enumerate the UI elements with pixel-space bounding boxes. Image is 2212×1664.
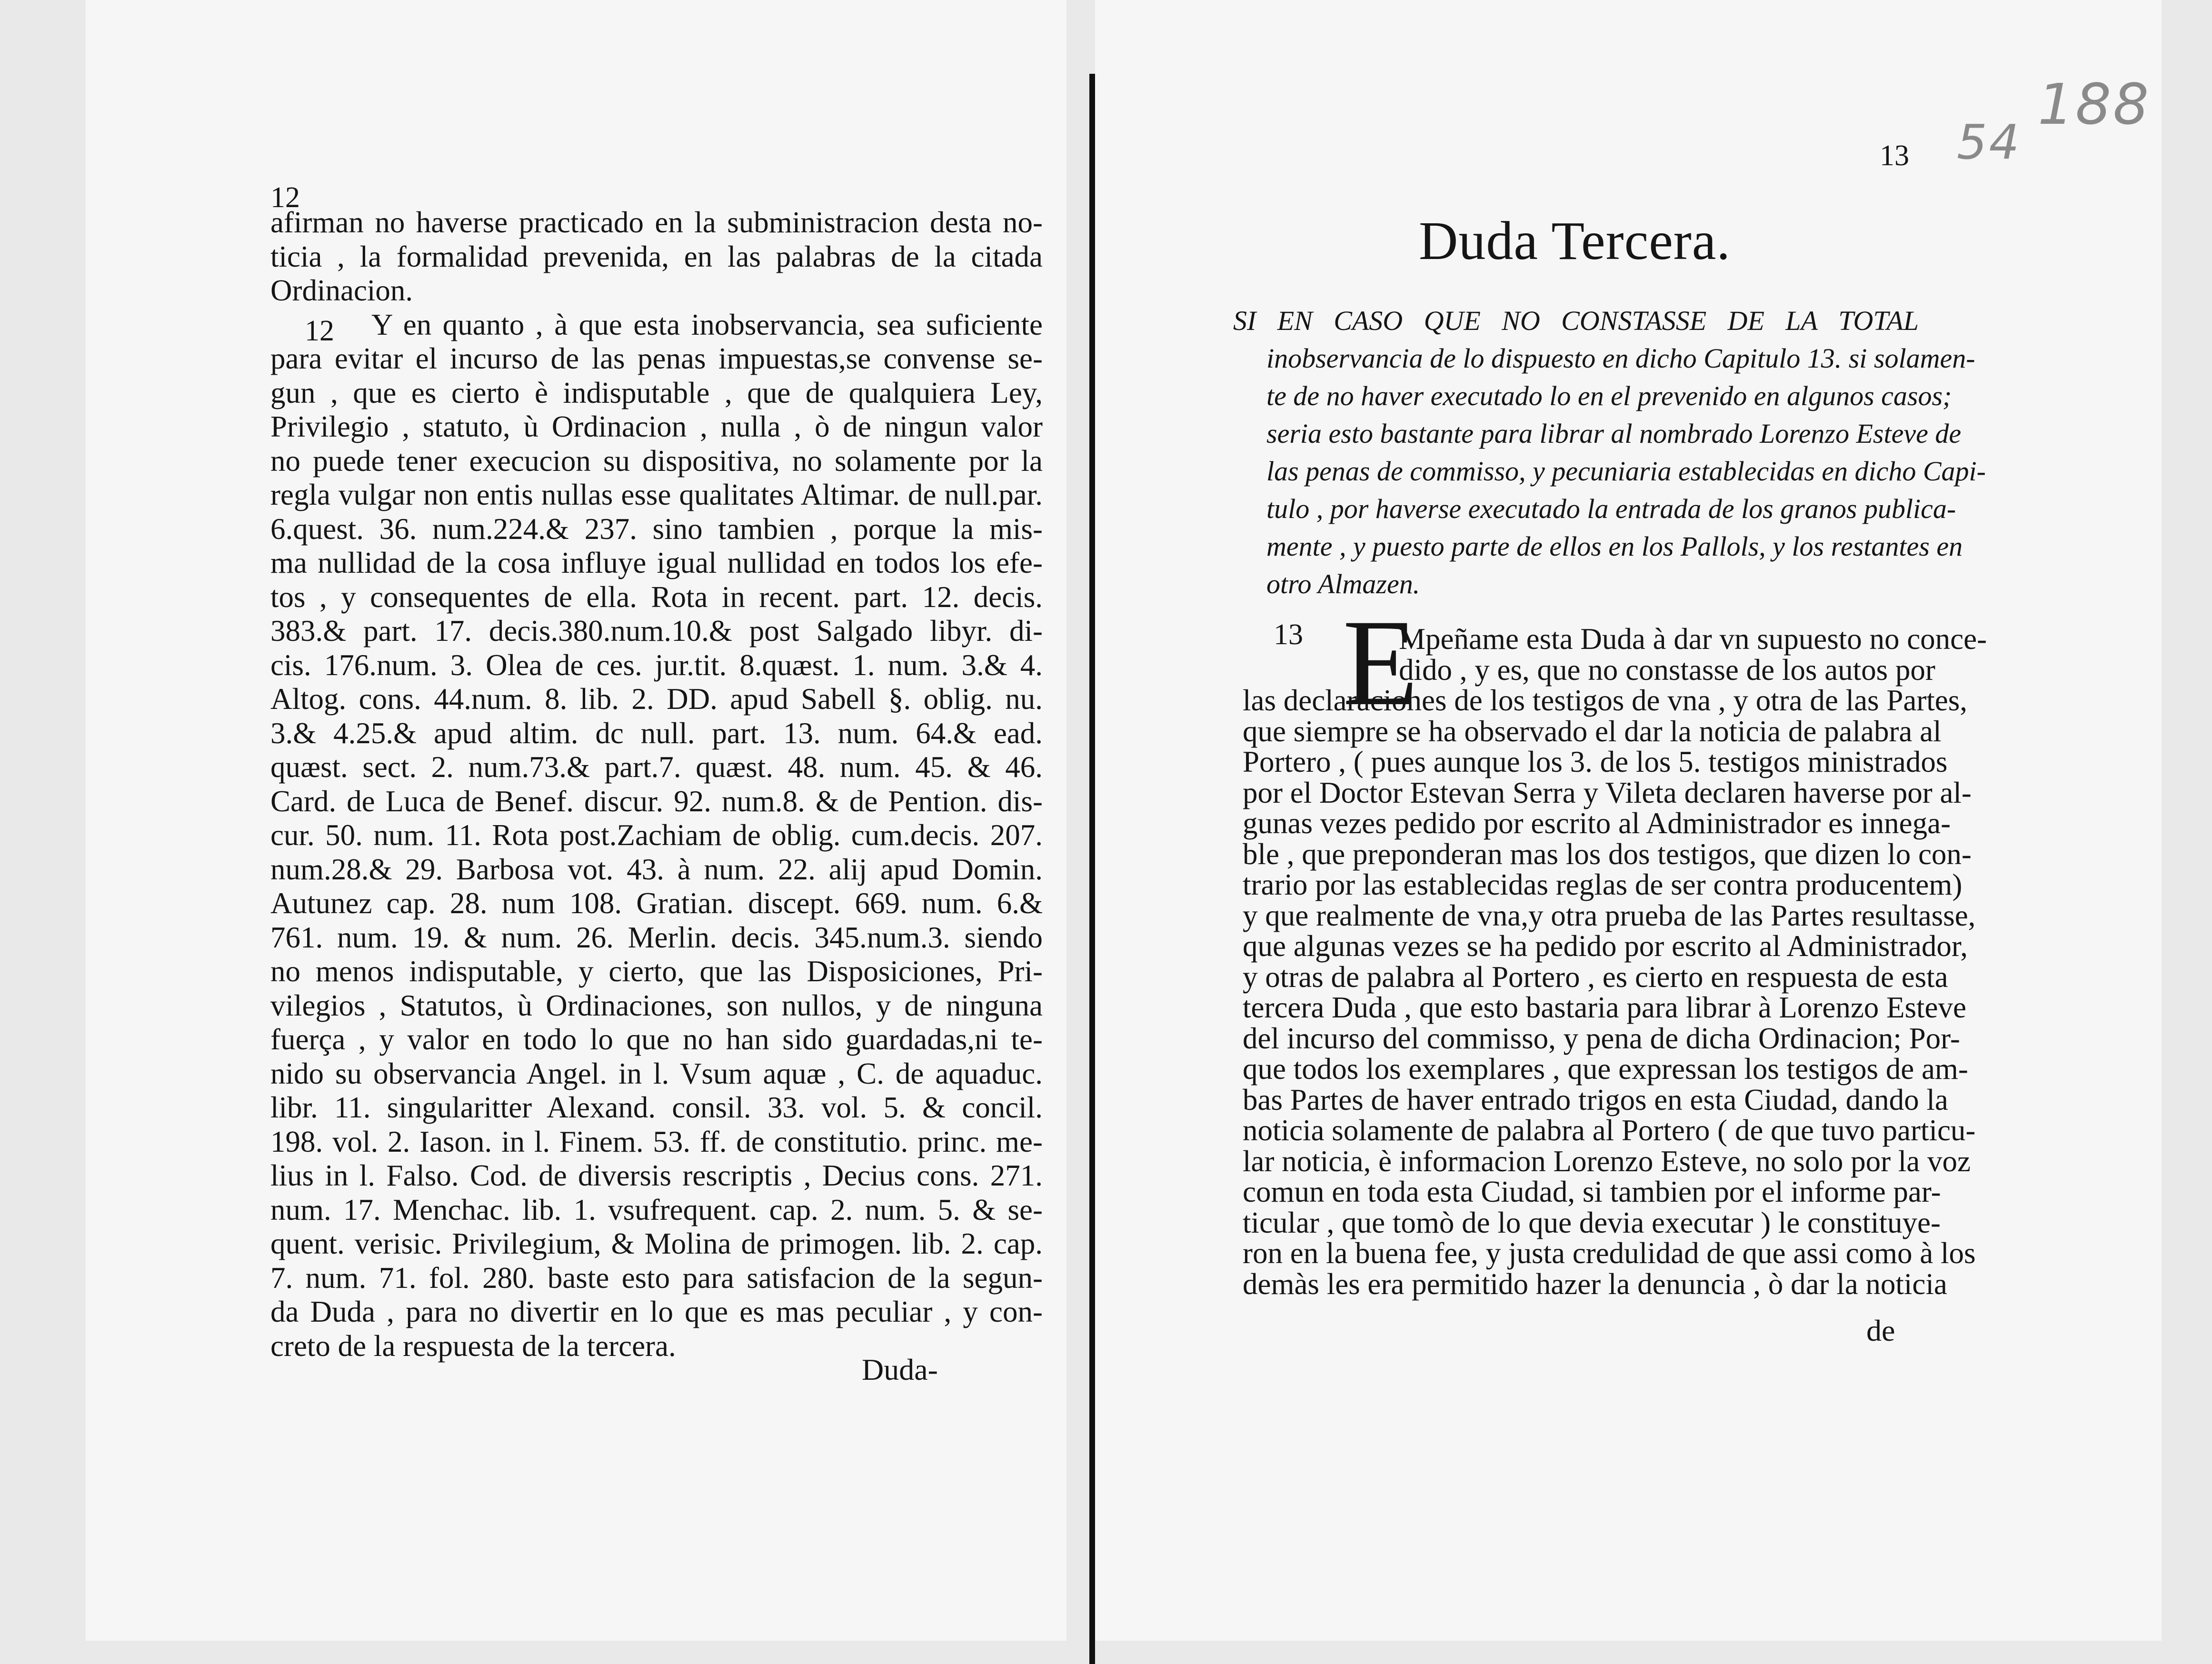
text-line: trario por las establecidas reglas de ser contra producentem) [1243,868,1963,901]
text-line: ticular , que tomò de lo que devia executar ) le constituye- [1243,1206,1941,1239]
text-line: no menos indisputable, y cierto, que las Disposiciones, Pri- [270,955,1043,988]
text-line: gunas vezes pedido por escrito al Administrador es innega- [1243,807,1951,840]
text-line: nido su observancia Angel. in l. Vsum aquæ , C. de aquaduc. [270,1056,1043,1090]
text-line: num. 17. Menchac. lib. 1. vsufrequent. cap. 2. num. 5. & se- [270,1193,1043,1226]
question-line: las penas de commisso, y pecuniaria establecidas en dicho Capi- [1266,456,1986,487]
text-line: da Duda , para no divertir en lo que es mas peculiar , y con- [270,1295,1043,1328]
text-line: Autunez cap. 28. num 108. Gratian. discept. 669. num. 6.& [270,887,1043,920]
text-line: regla vulgar non entis nullas esse qualitates Altimar. de null.par. [270,478,1043,511]
text-line: dido , y es, que no constasse de los autos por [1399,653,1935,687]
text-line: quæst. sect. 2. num.73.& part.7. quæst. 48. num. 45. & 46. [270,750,1043,784]
drop-cap: E [1343,594,1418,731]
text-line: quent. verisic. Privilegium, & Molina de primogen. lib. 2. cap. [270,1227,1043,1260]
text-line: num.28.& 29. Barbosa vot. 43. à num. 22. alij apud Domin. [270,852,1043,886]
text-line: ticia , la formalidad prevenida, en las palabras de la citada [270,239,1043,273]
text-line: libr. 11. singularitter Alexand. consil. 33. vol. 5. & concil. [270,1091,1043,1124]
page-gutter [1089,74,1095,1664]
text-line: lar noticia, è informacion Lorenzo Esteve, no solo por la voz [1243,1144,1971,1178]
question-line: mente , y puesto parte de ellos en los Pallols, y los restantes en [1266,531,1963,562]
text-line: Mpeñame esta Duda à dar vn supuesto no conce- [1399,622,1987,656]
question-line: SI EN CASO QUE NO CONSTASSE DE LA TOTAL [1233,305,1919,336]
text-line: que todos los exemplares , que expressan los testigos de am- [1243,1052,1968,1086]
question-line: inobservancia de lo dispuesto en dicho Capitulo 13. si solamen- [1266,343,1975,374]
text-line: no puede tener execucion su dispositiva, no solamente por la [270,444,1043,478]
question-line: te de no haver executado lo en el prevenido en algunos casos; [1266,380,1952,411]
question-line: seria esto bastante para librar al nombrado Lorenzo Esteve de [1266,418,1962,449]
text-line: Ordinacion. [270,274,413,307]
text-line: del incurso del commisso, y pena de dicha Ordinacion; Por- [1243,1021,1960,1055]
text-line: tos , y consequentes de ella. Rota in recent. part. 12. decis. [270,580,1043,614]
text-line: cur. 50. num. 11. Rota post.Zachiam de oblig. cum.decis. 207. [270,818,1043,852]
text-line: 6.quest. 36. num.224.& 237. sino tambien , porque la mis- [270,512,1043,546]
text-line: afirman no haverse practicado en la subministracion desta no- [270,206,1043,239]
text-line: comun en toda esta Ciudad, si tambien por el informe par- [1243,1175,1941,1208]
text-line: 3.& 4.25.& apud altim. dc null. part. 13. num. 64.& ead. [270,716,1043,750]
text-line: 198. vol. 2. Iason. in l. Finem. 53. ff. de constitutio. princ. me- [270,1125,1043,1158]
text-line: demàs les era permitido hazer la denuncia , ò dar la noticia [1243,1267,1947,1301]
text-line: ble , que preponderan mas los dos testigos, que dizen lo con- [1243,837,1972,871]
text-line: cis. 176.num. 3. Olea de ces. jur.tit. 8.quæst. 1. num. 3.& 4. [270,648,1043,682]
left-catchword: Duda- [862,1353,938,1386]
text-line: ron en la buena fee, y justa credulidad de que assi como à los [1243,1236,1976,1270]
question-line: tulo , por haverse executado la entrada de los granos publica- [1266,493,1956,524]
text-line: y otras de palabra al Portero , es cierto en respuesta de esta [1243,960,1948,994]
text-line: que algunas vezes se ha pedido por escrito al Administrador, [1243,929,1968,963]
text-line: Altog. cons. 44.num. 8. lib. 2. DD. apud Sabell §. oblig. nu. [270,682,1043,716]
right-catchword: de [1866,1314,1895,1347]
right-page-number: 13 [1880,139,1909,172]
left-page-number: 12 [270,181,300,214]
right-paragraph-number: 13 [1274,618,1303,651]
text-line: 761. num. 19. & num. 26. Merlin. decis. 345.num.3. siendo [270,920,1043,954]
text-line: ma nullidad de la cosa influye igual nullidad en todos los efe- [270,546,1043,579]
pencil-folio-mark-secondary: 54 [1957,114,2022,170]
text-line: y que realmente de vna,y otra prueba de las Partes resultasse, [1243,898,1976,932]
text-line: vilegios , Statutos, ù Ordinaciones, son nullos, y de ninguna [270,988,1043,1022]
text-line: bas Partes de haver entrado trigos en esta Ciudad, dando la [1243,1083,1948,1116]
text-line: fuerça , y valor en todo lo que no han sido guardadas,ni te- [270,1023,1043,1056]
text-line: gun , que es cierto è indisputable , que de qualquiera Ley, [270,376,1043,409]
question-line: otro Almazen. [1266,568,1420,599]
text-line: las declaraciones de los testigos de vna , y otra de las Partes, [1243,684,1968,717]
text-line: por el Doctor Estevan Serra y Vileta declaren haverse por al- [1243,776,1972,809]
text-line: que siempre se ha observado el dar la noticia de palabra al [1243,714,1942,748]
text-line: tercera Duda , que esto bastaria para librar à Lorenzo Esteve [1243,991,1966,1024]
text-line: noticia solamente de palabra al Portero ( de que tuvo particu- [1243,1114,1976,1147]
text-line: 7. num. 71. fol. 280. baste esto para satisfacion de la segun- [270,1261,1043,1295]
text-line: Card. de Luca de Benef. discur. 92. num.8. & de Pention. dis- [270,784,1043,818]
text-line: creto de la respuesta de la tercera. [270,1329,676,1363]
text-line: Privilegio , statuto, ù Ordinacion , nulla , ò de ningun valor [270,410,1043,443]
text-line: Portero , ( pues aunque los 3. de los 5. testigos ministrados [1243,745,1948,778]
text-line: para evitar el incurso de las penas impuestas,se convense se- [270,342,1043,375]
section-title: Duda Tercera. [1419,210,1731,271]
text-line: 383.& part. 17. decis.380.num.10.& post Salgado libyr. di- [270,614,1043,648]
text-line: lius in l. Falso. Cod. de diversis rescriptis , Decius cons. 271. [270,1159,1043,1192]
pencil-folio-mark: 188 [2038,71,2151,137]
left-paragraph-number: 12 [305,315,334,347]
text-line: Y en quanto , à que esta inobservancia, sea suficiente [371,308,1043,341]
